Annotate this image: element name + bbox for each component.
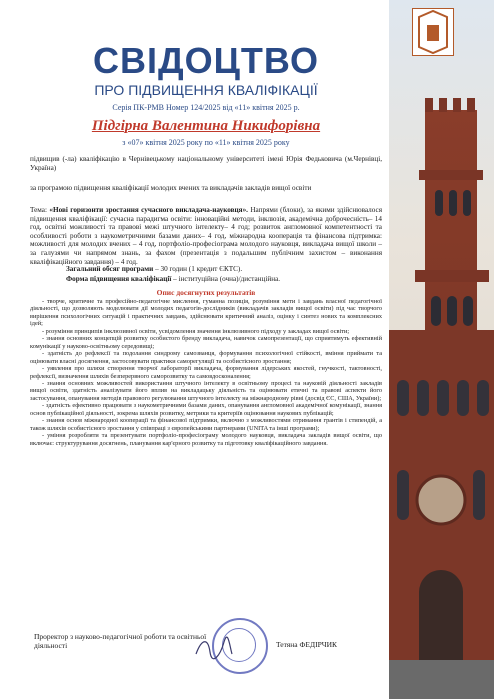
outcome-item: - творче, критичне та професійно-педагогічне мислення, гуманна позиція, розуміння мети і завдань власної педагогічної діяльності, що дозволяють моделювати дії молодих педагогів-дослідників (викладачів закладів вищої освіти) під час творчого вирішення психологічних ситуацій і практичних завдань, здійснювати критичний аналіз, оцінку і синтез нових та комплексних ідей; xyxy=(30,298,382,328)
outcome-item: - уміння розробляти та презентувати портфоліо-професіограму молодого науковця, викладача закладів вищої освіти, що включає: структурування досягнень, планування кар'єрного розвитку та підготовку кваліфікаційного завдання. xyxy=(30,432,382,447)
topic-label: Тема: xyxy=(30,206,50,214)
building-photo xyxy=(389,0,494,699)
outcomes-list xyxy=(30,298,382,447)
series-number-line: Серія ПК-РМВ Номер 124/2025 від «11» квітня 2025 р. xyxy=(112,103,300,112)
university-logo xyxy=(412,8,454,56)
outcome-item: - розуміння принципів інклюзивної освіти, усвідомлення значення інклюзивного підходу у закладах вищої освіти; xyxy=(42,327,350,335)
program-volume xyxy=(66,265,386,274)
holder-name: Підгірна Валентина Никифорівна xyxy=(91,118,321,134)
form-label: Форма підвищення кваліфікації xyxy=(66,275,172,283)
outcome-item: - знання основних концепцій розвитку особистого бренду викладача, навичок самопрезентації, що сприятимуть ефективній комунікації у науково-освітньому середовищі; xyxy=(30,335,382,350)
handwritten-signature xyxy=(194,634,234,660)
training-form xyxy=(66,275,386,284)
topic-paragraph xyxy=(30,206,382,266)
certificate-title: СВІДОЦТВО xyxy=(92,40,320,81)
volume-label: Загальний обсяг програми xyxy=(66,265,154,273)
signer-name: Тетяна ФЕДІРЧИК xyxy=(276,640,338,649)
outcomes-title: Опис досягнутих результатів xyxy=(156,288,256,297)
outcome-item: - здатність до рефлексії та подолання синдрому самозванця, формування психологічної стійкості, вміння приймати та оцінювати власні досягнення, застосовувати практики саморегуляції та особистісного зростання; xyxy=(30,350,382,365)
form-value: – інституційна (очна)/дистанційна. xyxy=(171,275,281,283)
qualification-statement: підвищив (-ла) кваліфікацію в Чернівецькому національному університеті імені Юрія Федьковича (м.Чернівці, Україна) xyxy=(30,155,382,172)
certificate-subtitle: ПРО ПІДВИЩЕННЯ КВАЛІФІКАЦІЇ xyxy=(94,82,318,98)
directions-text: Напрями (блоки), за якими здійснювалося підвищення кваліфікації: сучасна парадигма освіти: інноваційні методи, інклюзія, академічна доброчесність– 14 год, освітні можливості та правові межі штучного інтелекту– 4 год; розвиток англомовної компетентності та особливості роботи з наукометричними базами даних– 4 год, міжнародна кооперація та фінансова підтримка: можливості для молодих вчених – 4 год, портфоліо-професіограма молодого науковця, викладача вищої школи – за галузями чи напрямом знань, за фахом (презентація з подальшим публічним захистом – виконання кваліфікаційного завдання) – 4 год. xyxy=(30,206,382,266)
volume-value: – 30 годин (1 кредит ЄКТС). xyxy=(153,265,243,273)
outcome-item: - здатність ефективно працювати з наукометричними базами даних, опанування англомовної академічної комунікації, знання основ публікаційної діяльності, зокрема шляхів розвитку, метрики та критеріїв оцінювання наукових публікацій; xyxy=(30,402,382,417)
topic-value: «Нові горизонти зростання сучасного викладача-науковця». xyxy=(49,206,248,214)
outcome-item: - уявлення про шляхи створення творчої лабораторії викладача, формування лідерських якостей, гнучкості, тактовності, рефлексії, визначення шляхів безперервного саморозвитку та самовдосконалення; xyxy=(30,365,382,380)
certificate-document xyxy=(26,0,386,699)
building-illustration xyxy=(389,0,494,699)
training-period: з «07» квітня 2025 року по «11» квітня 2025 року xyxy=(122,138,290,147)
outcome-item: - знання основ міжнародної кооперації та фінансової підтримки, включно з можливостями отримання грантів і стипендій, а також шляхів особистісного зростання у співпраці з європейськими партнерами (UNITA та інші програми); xyxy=(30,417,382,432)
outcome-item: - знання основних можливостей використання штучного інтелекту в освітньому процесі та науковій діяльності закладів вищої освіти, здатність аналізувати його вплив на викладацьку діяльність та оцінювати етичні та правові аспекти його застосування, опанування методів правового регулювання штучного інтелекту на міжнародному рівні (досвід ЄС, США, України); xyxy=(30,379,382,402)
program-statement: за програмою підвищення кваліфікації молодих вчених та викладачів закладів вищої освіти xyxy=(30,184,312,192)
signer-title: Проректор з науково-педагогічної роботи та освітньої діяльності xyxy=(34,632,207,650)
